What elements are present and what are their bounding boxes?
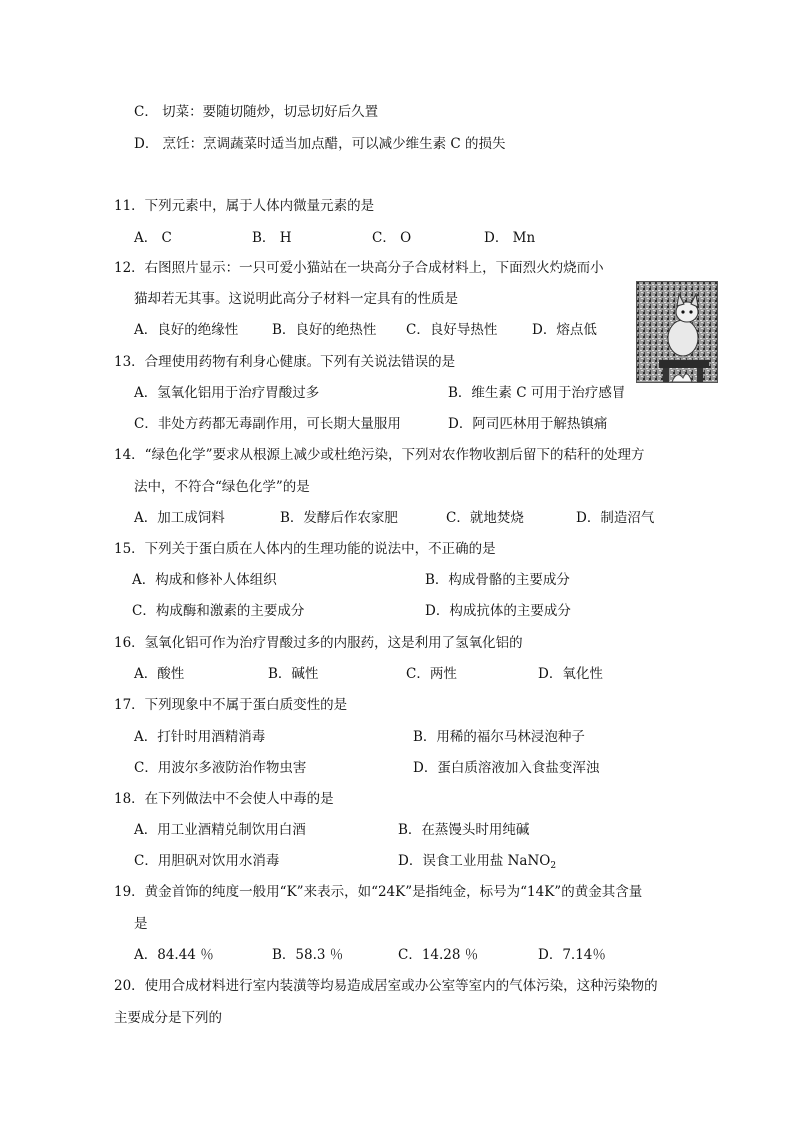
q12-option-c: C．良好导热性 — [406, 322, 498, 338]
q13-option-a: A．氢氧化铝用于治疗胃酸过多 — [134, 385, 320, 401]
q17-option-c: C．用波尔多液防治作物虫害 — [134, 760, 307, 776]
q14-option-c: C．就地焚烧 — [446, 510, 524, 526]
question-17-stem: 17．下列现象中不属于蛋白质变性的是 — [114, 697, 348, 713]
question-12-stem: 12．右图照片显示：一只可爱小猫站在一块高分子合成材料上，下面烈火灼烧而小 — [114, 260, 604, 276]
question-15-stem: 15．下列关于蛋白质在人体内的生理功能的说法中，不正确的是 — [114, 541, 496, 557]
q16-option-c: C．两性 — [406, 666, 457, 682]
q19-option-a: A．84.44 ％ — [134, 947, 214, 963]
question-18-stem: 18．在下列做法中不会使人中毒的是 — [114, 791, 334, 807]
q13-option-b: B．维生素 C 可用于治疗感冒 — [448, 385, 626, 401]
q11-option-c: C． O — [372, 230, 412, 246]
question-20-stem: 20．使用合成材料进行室内装潢等均易造成居室或办公室等室内的气体污染，这种污染物的 — [114, 978, 658, 994]
q18-option-c: C．用胆矾对饮用水消毒 — [134, 853, 280, 869]
q12-option-a: A．良好的绝缘性 — [134, 322, 239, 338]
question-14-stem: 14．“绿色化学”要求从根源上减少或杜绝污染，下列对农作物收割后留下的秸秆的处理方 — [114, 447, 645, 463]
question-12-stem-cont: 猫却若无其事。这说明此高分子材料一定具有的性质是 — [134, 291, 458, 307]
q17-option-a: A．打针时用酒精消毒 — [134, 729, 266, 745]
q19-option-b: B．58.3 ％ — [272, 947, 344, 963]
q14-option-a: A．加工成饲料 — [134, 510, 225, 526]
q18-option-b: B．在蒸馒头时用纯碱 — [398, 822, 530, 838]
q18-option-d: D．误食工业用盐 NaNO$_2$ — [398, 853, 557, 871]
q19-option-c: C．14.28 ％ — [398, 947, 479, 963]
question-19-stem-cont: 是 — [134, 916, 148, 932]
question-13-stem: 13．合理使用药物有利身心健康。下列有关说法错误的是 — [114, 354, 456, 370]
q14-option-d: D．制造沼气 — [576, 510, 655, 526]
q17-option-d: D．蛋白质溶液加入食盐变浑浊 — [413, 760, 600, 776]
q16-option-a: A．酸性 — [134, 666, 185, 682]
q12-option-b: B．良好的绝热性 — [272, 322, 377, 338]
q11-option-a: A． C — [134, 230, 172, 246]
question-14-stem-cont: 法中，不符合“绿色化学”的是 — [134, 479, 310, 495]
q15-option-b: B．构成骨骼的主要成分 — [425, 572, 570, 588]
q17-option-b: B．用稀的福尔马林浸泡种子 — [413, 729, 585, 745]
q12-option-d: D．熔点低 — [532, 322, 597, 338]
pre-option-c: C． 切菜：要随切随炒，切忌切好后久置 — [134, 104, 379, 120]
pre-option-d: D． 烹饪：烹调蔬菜时适当加点醋，可以减少维生素 C 的损失 — [134, 136, 506, 152]
q11-option-d: D． Mn — [484, 230, 536, 246]
question-11-stem: 11．下列元素中，属于人体内微量元素的是 — [114, 198, 375, 214]
question-20-stem-cont: 主要成分是下列的 — [114, 1010, 222, 1026]
q13-option-d: D．阿司匹林用于解热镇痛 — [448, 416, 608, 432]
question-19-stem: 19．黄金首饰的纯度一般用“K”来表示，如“24K”是指纯金，标号为“14K”的黄金其含量 — [114, 884, 643, 900]
q19-option-d: D．7.14％ — [538, 947, 606, 963]
question-16-stem: 16．氢氧化铝可作为治疗胃酸过多的内服药，这是利用了氢氧化铝的 — [114, 635, 523, 651]
q16-option-b: B．碱性 — [268, 666, 319, 682]
nano2-subscript: 2 — [550, 861, 557, 871]
cat-photo-image — [636, 281, 718, 383]
q18-option-a: A．用工业酒精兑制饮用白酒 — [134, 822, 306, 838]
q16-option-d: D．氧化性 — [538, 666, 603, 682]
q15-option-a: A．构成和修补人体组织 — [132, 572, 277, 588]
q13-option-c: C．非处方药都无毒副作用，可长期大量服用 — [134, 416, 401, 432]
q11-option-b: B． H — [252, 230, 292, 246]
q15-option-c: C．构成酶和激素的主要成分 — [132, 603, 305, 619]
q14-option-b: B．发酵后作农家肥 — [280, 510, 398, 526]
q15-option-d: D．构成抗体的主要成分 — [425, 603, 571, 619]
